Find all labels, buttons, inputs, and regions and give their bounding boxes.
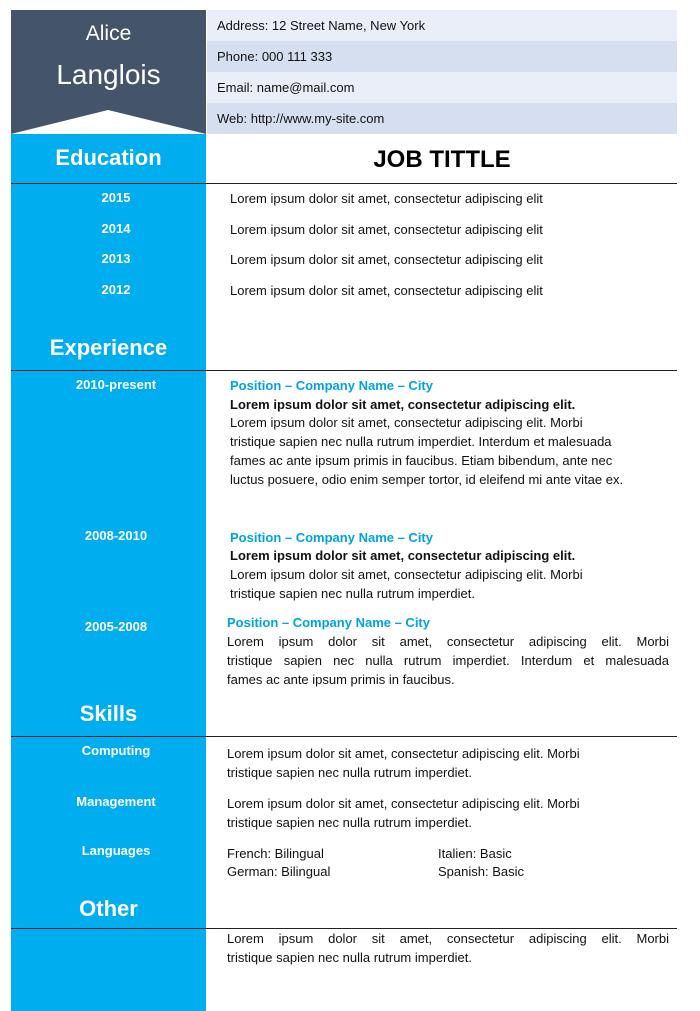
education-text: Lorem ipsum dolor sit amet, consectetur adipiscing elit [230,222,543,237]
contact-phone: Phone: 000 111 333 [207,41,677,72]
divider [11,370,677,371]
experience-line: Lorem ipsum dolor sit amet, consectetur adipiscing elit. Morbi [230,567,583,582]
skill-line: Lorem ipsum dolor sit amet, consectetur adipiscing elit. Morbi [227,796,580,811]
other-line: Lorem ipsum dolor sit amet, consectetur adipiscing elit. Morbi [227,931,669,946]
divider [11,736,677,737]
education-text: Lorem ipsum dolor sit amet, consectetur adipiscing elit [230,283,543,298]
experience-line: fames ac ante ipsum primis in faucibus. Etiam bibendum, ante nec [230,453,613,468]
experience-line: Lorem ipsum dolor sit amet, consectetur adipiscing elit. Morbi [230,415,583,430]
experience-line: Lorem ipsum dolor sit amet, consectetur adipiscing elit. Morbi [227,634,669,649]
education-title: Education [55,145,162,170]
language-item: French: Bilingual [227,846,324,861]
skill-line: Lorem ipsum dolor sit amet, consectetur adipiscing elit. Morbi [227,746,580,761]
education-text: Lorem ipsum dolor sit amet, consectetur adipiscing elit [230,252,543,267]
skills-title: Skills [79,701,138,726]
language-item: Spanish: Basic [438,864,524,879]
education-year: 2012 [101,282,131,297]
last-name: Langlois [56,59,161,90]
language-item: German: Bilingual [227,864,331,879]
divider [11,183,677,184]
skill-label: Management [76,794,156,809]
education-text: Lorem ipsum dolor sit amet, consectetur adipiscing elit [230,191,543,206]
experience-line: luctus posuere, odio enim semper tortor, id eleifend mi ante vitae ex. [230,472,624,487]
skill-line: tristique sapien nec nulla rutrum imperdiet. [227,815,472,830]
other-line: tristique sapien nec nulla rutrum imperdiet. [227,950,472,965]
chevron-decoration [11,98,206,134]
skill-line: tristique sapien nec nulla rutrum imperdiet. [227,765,472,780]
experience-summary: Lorem ipsum dolor sit amet, consectetur adipiscing elit. [230,397,576,412]
contact-email: Email: name@mail.com [207,72,677,103]
education-year: 2015 [101,190,131,205]
contact-web: Web: http://www.my-site.com [207,103,677,134]
experience-line: tristique sapien nec nulla rutrum imperdiet. Interdum et malesuada [227,653,669,668]
experience-position: Position – Company Name – City [230,378,433,393]
experience-position: Position – Company Name – City [227,615,430,630]
language-item: Italien: Basic [438,846,512,861]
education-year: 2014 [101,221,131,236]
skill-label: Computing [81,743,151,758]
education-year: 2013 [101,251,131,266]
experience-line: tristique sapien nec nulla rutrum imperdiet. [230,586,475,601]
contact-address: Address: 12 Street Name, New York [207,10,677,41]
other-title: Other [79,896,138,921]
name-block [11,10,206,134]
experience-period: 2008-2010 [84,528,148,543]
experience-line: tristique sapien nec nulla rutrum imperdiet. Interdum et malesuada [230,434,612,449]
experience-period: 2005-2008 [84,619,148,634]
experience-line: fames ac ante ipsum primis in faucibus. [227,672,455,687]
languages-label: Languages [81,843,151,858]
job-title: JOB TITTLE [373,146,511,173]
experience-position: Position – Company Name – City [230,530,433,545]
first-name: Alice [85,22,132,45]
experience-title: Experience [49,335,168,360]
experience-period: 2010-present [75,377,157,392]
experience-summary: Lorem ipsum dolor sit amet, consectetur adipiscing elit. [230,548,576,563]
